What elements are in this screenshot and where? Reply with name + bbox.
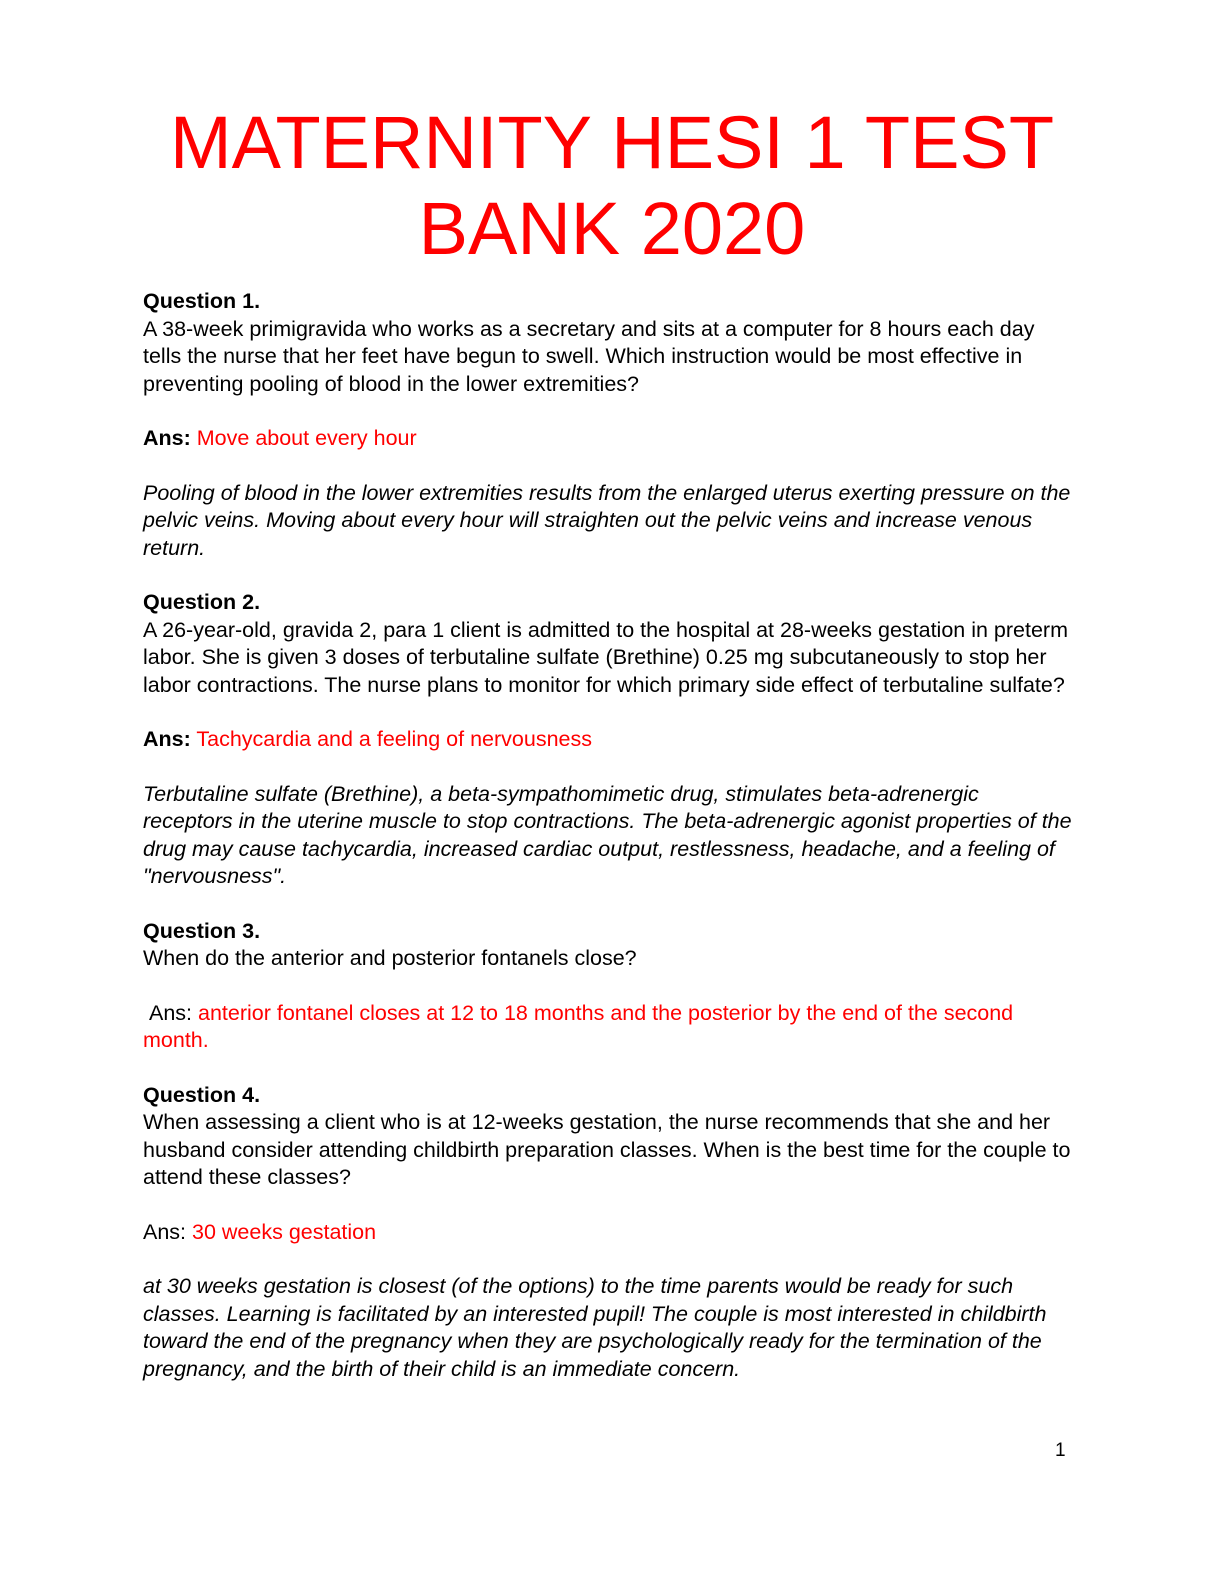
answer-label: Ans: xyxy=(143,1219,187,1244)
answer-label: Ans: xyxy=(143,727,191,751)
question-list xyxy=(143,288,1073,1383)
answer-text: Tachycardia and a feeling of nervousness xyxy=(196,727,592,751)
answer-explanation: Pooling of blood in the lower extremities results from the enlarged uterus exerting pressure on the pelvic veins. Moving about every hour will straighten out the pelvic veins and increase venous return. xyxy=(143,480,1071,560)
question-block-4 xyxy=(143,1082,1073,1384)
answer-line xyxy=(143,1219,1073,1247)
page-number: 1 xyxy=(1055,1440,1066,1461)
answer-explanation: at 30 weeks gestation is closest (of the options) to the time parents would be ready for such classes. Learning is facilitated by an interested pupil! The couple is most interested in childbirth toward the end of the pregnancy when they are psychologically ready for the termination of the pregnancy, and the birth of their child is an immediate concern. xyxy=(143,1274,1047,1381)
answer-line xyxy=(143,1000,1073,1055)
answer-explanation: Terbutaline sulfate (Brethine), a beta-sympathomimetic drug, stimulates beta-adrenergic receptors in the uterine muscle to stop contractions. The beta-adrenergic agonist properties of the drug may cause tachycardia, increased cardiac output, restlessness, headache, and a feeling of "nervousness". xyxy=(143,781,1072,888)
question-block-2 xyxy=(143,589,1073,918)
question-text: When assessing a client who is at 12-weeks gestation, the nurse recommends that she and her husband consider attending childbirth preparation classes. When is the best time for the couple to attend these classes? xyxy=(143,1110,1071,1189)
answer-text: Move about every hour xyxy=(196,426,417,450)
answer-label: Ans: xyxy=(148,1000,193,1025)
question-text: A 38-week primigravida who works as a secretary and sits at a computer for 8 hours each day tells the nurse that her feet have begun to swell. Which instruction would be most effective in preventing pooling of blood in the lower extremities? xyxy=(143,316,1035,396)
question-block-1 xyxy=(143,288,1073,589)
document-title xyxy=(0,100,1224,272)
question-heading: Question 1. xyxy=(143,289,261,313)
question-heading: Question 3. xyxy=(143,918,261,943)
answer-line xyxy=(143,425,1073,453)
title-line-1: MATERNITY HESI 1 TEST xyxy=(169,101,1055,184)
question-heading: Question 2. xyxy=(143,590,261,614)
question-block-3 xyxy=(143,918,1073,1082)
answer-line xyxy=(143,726,1073,754)
question-text: When do the anterior and posterior fontanels close? xyxy=(143,946,637,970)
question-heading: Question 4. xyxy=(143,1082,261,1107)
answer-text: 30 weeks gestation xyxy=(192,1219,377,1244)
question-text: A 26-year-old, gravida 2, para 1 client is admitted to the hospital at 28-weeks gestation in preterm labor. She is given 3 doses of terbutaline sulfate (Brethine) 0.25 mg subcutaneously to stop her labor contractions. The nurse plans to monitor for which primary side effect of terbutaline sulfate? xyxy=(143,617,1069,697)
title-line-2: BANK 2020 xyxy=(418,187,806,270)
answer-label: Ans: xyxy=(143,426,191,450)
answer-text: anterior fontanel closes at 12 to 18 months and the posterior by the end of the second month. xyxy=(143,1000,1014,1052)
